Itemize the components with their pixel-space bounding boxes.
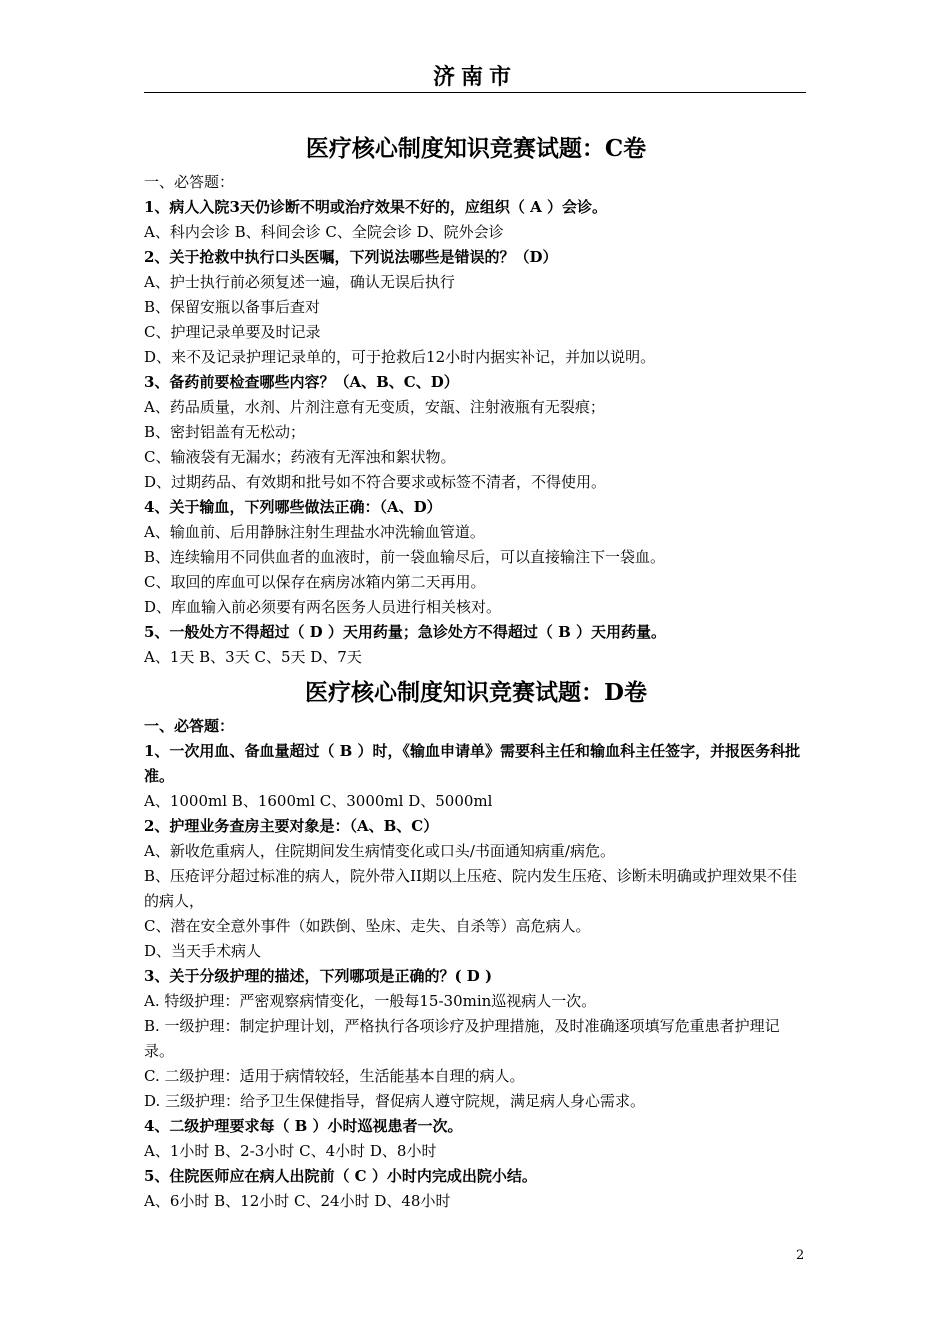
- exam-d-question-5: 5、住院医师应在病人出院前（ C ）小时内完成出院小结。: [144, 1167, 537, 1185]
- exam-c-q4-option-c: C、取回的库血可以保存在病房冰箱内第二天再用。: [144, 573, 486, 591]
- exam-c-question-3: 3、备药前要检查哪些内容？（A、B、C、D）: [144, 373, 459, 391]
- exam-c-title: 医疗核心制度知识竞赛试题：C卷: [305, 135, 647, 162]
- exam-c-q3-option-d: D、过期药品、有效期和批号如不符合要求或标签不清者，不得使用。: [144, 473, 607, 491]
- exam-c-q3-option-a: A、药品质量，水剂、片剂注意有无变质，安瓿、注射液瓶有无裂痕；: [144, 398, 605, 416]
- exam-d-question-1: 1、一次用血、备血量超过（ B ）时，《输血申请单》需要科主任和输血科主任签字，并报医务科批准。: [144, 742, 801, 785]
- exam-c-q3-option-b: B、密封铝盖有无松动；: [144, 423, 306, 441]
- page-header: 济南市: [144, 62, 806, 93]
- exam-d-q4-options: A、1小时 B、2-3小时 C、4小时 D、8小时: [144, 1142, 437, 1160]
- exam-d-q3-option-a: A. 特级护理：严密观察病情变化，一般每15-30min巡视病人一次。: [144, 992, 597, 1010]
- exam-c-q2-option-d: D、来不及记录护理记录单的，可于抢救后12小时内据实补记，并加以说明。: [144, 348, 656, 366]
- exam-d-question-4: 4、二级护理要求每（ B ）小时巡视患者一次。: [144, 1117, 463, 1135]
- exam-c-q4-option-b: B、连续输用不同供血者的血液时，前一袋血输尽后，可以直接输注下一袋血。: [144, 548, 666, 566]
- exam-d-q2-option-a: A、新收危重病人，住院期间发生病情变化或口头/书面通知病重/病危。: [144, 842, 615, 860]
- page-number: 2: [796, 1248, 805, 1263]
- exam-d-q3-option-d: D. 三级护理：给予卫生保健指导，督促病人遵守院规，满足病人身心需求。: [144, 1092, 646, 1110]
- exam-d-section-heading: 一、必答题：: [144, 717, 235, 735]
- exam-c-q2-option-c: C、护理记录单要及时记录: [144, 323, 321, 341]
- exam-d-q3-option-b: B. 一级护理：制定护理计划，严格执行各项诊疗及护理措施，及时准确逐项填写危重患者护理记录。: [144, 1017, 780, 1060]
- document-body: [144, 128, 808, 1214]
- exam-d-q1-options: A、1000ml B、1600ml C、3000ml D、5000ml: [144, 792, 493, 810]
- exam-d-q2-option-c: C、潜在安全意外事件（如跌倒、坠床、走失、自杀等）高危病人。: [144, 917, 591, 935]
- exam-d-title: 医疗核心制度知识竞赛试题：D卷: [305, 679, 647, 706]
- exam-d-question-2: 2、护理业务查房主要对象是：（A、B、C）: [144, 817, 439, 835]
- exam-c-section-heading: 一、必答题：: [144, 173, 235, 191]
- exam-c-q2-option-a: A、护士执行前必须复述一遍，确认无误后执行: [144, 273, 455, 291]
- exam-c-question-5: 5、一般处方不得超过（ D ）天用药量；急诊处方不得超过（ B ）天用药量。: [144, 623, 667, 641]
- exam-c-q5-options: A、1天 B、3天 C、5天 D、7天: [144, 648, 362, 666]
- exam-d-q5-options: A、6小时 B、12小时 C、24小时 D、48小时: [144, 1192, 451, 1210]
- exam-c-question-2: 2、关于抢救中执行口头医嘱，下列说法哪些是错误的？（D）: [144, 248, 558, 266]
- exam-c-q2-option-b: B、保留安瓶以备事后查对: [144, 298, 321, 316]
- exam-d-q2-option-b: B、压疮评分超过标准的病人，院外带入II期以上压疮、院内发生压疮、诊断未明确或护理效果不佳的病人，: [144, 867, 797, 910]
- exam-c-question-4: 4、关于输血，下列哪些做法正确：（A、D）: [144, 498, 442, 516]
- exam-d-question-3: 3、关于分级护理的描述，下列哪项是正确的？( D ): [144, 967, 493, 985]
- exam-c-q1-options: A、科内会诊 B、科间会诊 C、全院会诊 D、院外会诊: [144, 223, 504, 241]
- exam-d-q3-option-c: C. 二级护理：适用于病情较轻，生活能基本自理的病人。: [144, 1067, 525, 1085]
- exam-d-q2-option-d: D、当天手术病人: [144, 942, 262, 960]
- exam-c-q4-option-a: A、输血前、后用静脉注射生理盐水冲洗输血管道。: [144, 523, 485, 541]
- exam-c-q3-option-c: C、输液袋有无漏水；药液有无浑浊和絮状物。: [144, 448, 456, 466]
- exam-c-question-1: 1、病人入院3天仍诊断不明或治疗效果不好的，应组织（ A ）会诊。: [144, 198, 607, 216]
- exam-c-q4-option-d: D、库血输入前必须要有两名医务人员进行相关核对。: [144, 598, 502, 616]
